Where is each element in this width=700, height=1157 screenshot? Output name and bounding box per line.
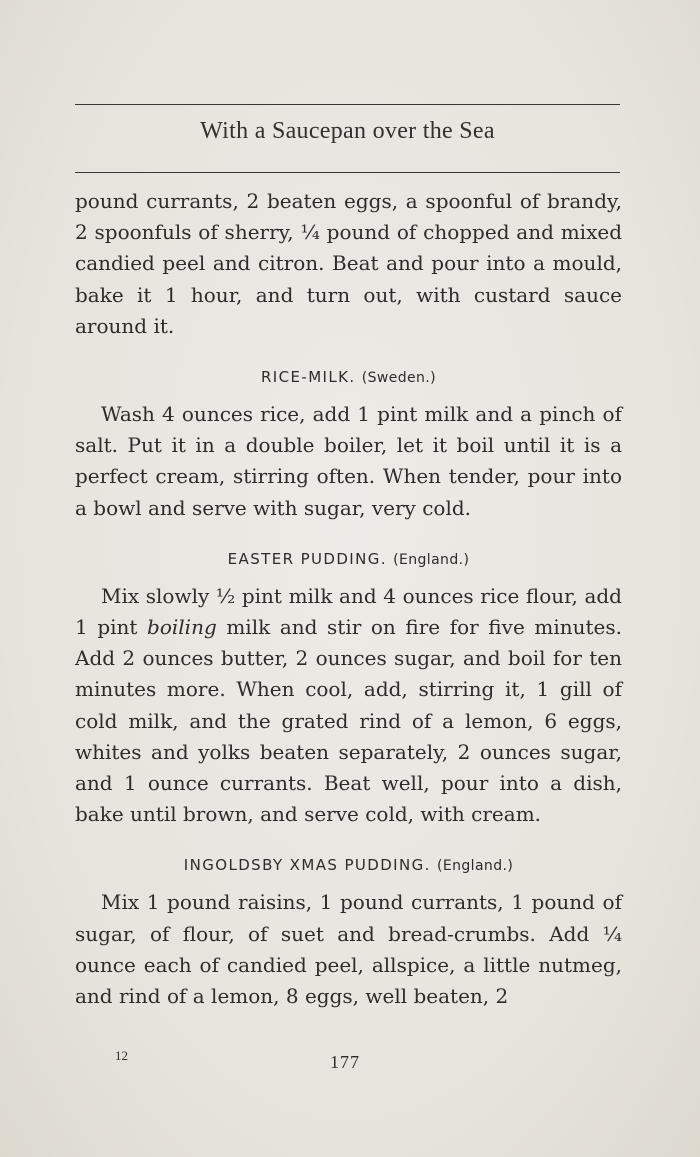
recipe-title: RICE-MILK.: [260, 368, 356, 387]
recipe-text-part: Mix slowly ½ pint milk and 4 ounces rice flour, add 1 pint: [75, 583, 622, 640]
recipe-text-easter-pudding: [75, 581, 622, 831]
recipe-title: EASTER PUDDING.: [227, 549, 387, 568]
recipe-text-italic: boiling: [147, 615, 217, 640]
recipe-text-part: milk and stir on fire for five minutes. Add 2 ounces butter, 2 ounces sugar, and boil for ten minutes more. When cool, add, stirring it, 1 gill of cold milk, and the grated rind of a lemon, 6 eggs, whites and yolks beaten separately, 2 ounces sugar, and 1 ounce currants. Beat well, pour into a dish, bake until brown, and serve cold, with cream.: [75, 615, 622, 827]
signature-mark: 12: [115, 1048, 128, 1063]
recipe-text-ingoldsby-xmas-pudding: Mix 1 pound raisins, 1 pound currants, 1 pound of sugar, of flour, of suet and bread-crumbs. Add ¼ ounce each of candied peel, allspice, a little nutmeg, and rind of a lemon, 8 eggs, well beaten, 2: [75, 890, 622, 1009]
continued-paragraph: pound currants, 2 beaten eggs, a spoonful of brandy, 2 spoonfuls of sherry, ¼ pound of chopped and mixed candied peel and citron. Beat and pour into a mould, bake it 1 hour, and turn out, with custard sauce around it.: [75, 189, 622, 338]
recipe-origin: (England.): [437, 858, 514, 875]
recipe-heading-ingoldsby-xmas-pudding: [75, 854, 622, 877]
recipe-heading-easter-pudding: [75, 548, 622, 571]
recipe-text-rice-milk: Wash 4 ounces rice, add 1 pint milk and a pinch of salt. Put it in a double boiler, let it boil until it is a perfect cream, stirring often. When tender, pour into a bowl and serve with sugar, very cold.: [75, 402, 622, 520]
header-rule-bottom: [75, 172, 620, 173]
page-body: [75, 186, 622, 1012]
recipe-heading-rice-milk: [75, 366, 622, 389]
recipe-title: INGOLDSBY XMAS PUDDING.: [183, 856, 431, 875]
recipe-origin: (England.): [393, 551, 470, 568]
page-number: 177: [330, 1052, 360, 1072]
running-head: With a Saucepan over the Sea: [200, 118, 495, 144]
recipe-origin: (Sweden.): [361, 370, 437, 387]
header-rule-top: [75, 104, 620, 105]
